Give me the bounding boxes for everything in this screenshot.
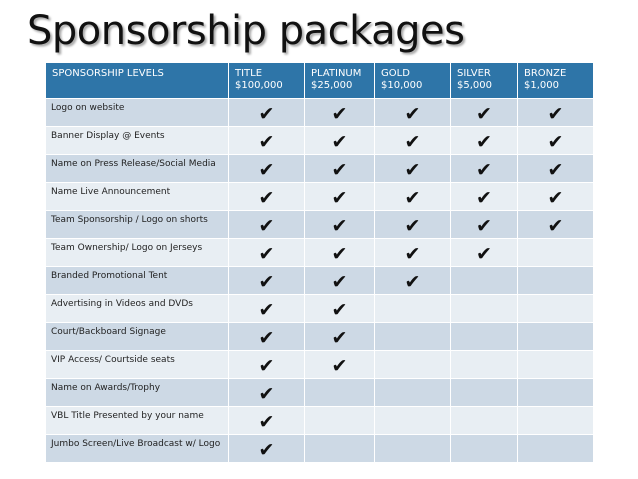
tier-cell-title (229, 127, 305, 155)
tier-cell-bronze (518, 183, 594, 211)
tier-cell-silver (451, 351, 518, 379)
tier-cell-platinum (305, 323, 375, 351)
table-row (46, 351, 594, 379)
checkmark-icon: ✔ (331, 214, 348, 237)
tier-cell-bronze (518, 211, 594, 239)
header-tier-silver: SILVER $5,000 (451, 63, 518, 99)
tier-cell-gold (375, 127, 451, 155)
tier-cell-silver (451, 99, 518, 127)
tier-cell-bronze (518, 127, 594, 155)
table-row (46, 379, 594, 407)
tier-cell-silver (451, 155, 518, 183)
table-row (46, 407, 594, 435)
feature-label: Banner Display @ Events (46, 127, 229, 155)
feature-label: VIP Access/ Courtside seats (46, 351, 229, 379)
tier-cell-bronze (518, 239, 594, 267)
tier-cell-platinum (305, 379, 375, 407)
tier-cell-title (229, 211, 305, 239)
tier-cell-bronze (518, 351, 594, 379)
checkmark-icon: ✔ (331, 298, 348, 321)
checkmark-icon: ✔ (258, 158, 275, 181)
checkmark-icon: ✔ (404, 186, 421, 209)
tier-cell-bronze (518, 155, 594, 183)
checkmark-icon: ✔ (258, 270, 275, 293)
tier-cell-gold (375, 351, 451, 379)
checkmark-icon: ✔ (404, 102, 421, 125)
tier-cell-silver (451, 435, 518, 463)
feature-label: Team Ownership/ Logo on Jerseys (46, 239, 229, 267)
header-tier-bronze: BRONZE $1,000 (518, 63, 594, 99)
tier-cell-platinum (305, 435, 375, 463)
checkmark-icon: ✔ (476, 186, 492, 209)
tier-cell-silver (451, 211, 518, 239)
checkmark-icon: ✔ (258, 186, 275, 209)
table-row (46, 183, 594, 211)
tier-cell-platinum (305, 295, 375, 323)
feature-label: Court/Backboard Signage (46, 323, 229, 351)
tier-cell-gold (375, 99, 451, 127)
sponsorship-table (45, 62, 594, 463)
tier-cell-title (229, 379, 305, 407)
feature-label: Logo on website (46, 99, 229, 127)
checkmark-icon: ✔ (547, 214, 564, 237)
checkmark-icon: ✔ (547, 130, 564, 153)
feature-label: Name Live Announcement (46, 183, 229, 211)
feature-label: Name on Awards/Trophy (46, 379, 229, 407)
checkmark-icon: ✔ (547, 158, 564, 181)
checkmark-icon: ✔ (258, 214, 275, 237)
checkmark-icon: ✔ (547, 102, 564, 125)
table-row (46, 239, 594, 267)
tier-cell-bronze (518, 99, 594, 127)
checkmark-icon: ✔ (476, 130, 492, 153)
checkmark-icon: ✔ (258, 102, 275, 125)
checkmark-icon: ✔ (404, 242, 421, 265)
checkmark-icon: ✔ (331, 354, 348, 377)
tier-cell-silver (451, 183, 518, 211)
tier-cell-title (229, 183, 305, 211)
table-row (46, 295, 594, 323)
tier-cell-platinum (305, 239, 375, 267)
tier-cell-gold (375, 211, 451, 239)
checkmark-icon: ✔ (331, 102, 348, 125)
tier-cell-title (229, 99, 305, 127)
checkmark-icon: ✔ (476, 242, 492, 265)
table-header-row (46, 63, 594, 99)
checkmark-icon: ✔ (258, 354, 275, 377)
tier-cell-gold (375, 267, 451, 295)
checkmark-icon: ✔ (258, 242, 275, 265)
checkmark-icon: ✔ (476, 102, 492, 125)
tier-cell-platinum (305, 127, 375, 155)
tier-cell-silver (451, 267, 518, 295)
table-row (46, 435, 594, 463)
tier-cell-title (229, 323, 305, 351)
feature-label: Name on Press Release/Social Media (46, 155, 229, 183)
header-sponsorship-levels: SPONSORSHIP LEVELS (46, 63, 229, 99)
tier-cell-silver (451, 323, 518, 351)
checkmark-icon: ✔ (258, 130, 275, 153)
checkmark-icon: ✔ (331, 186, 348, 209)
tier-cell-platinum (305, 183, 375, 211)
checkmark-icon: ✔ (331, 158, 348, 181)
tier-cell-silver (451, 239, 518, 267)
tier-cell-gold (375, 295, 451, 323)
tier-cell-platinum (305, 99, 375, 127)
tier-cell-gold (375, 183, 451, 211)
checkmark-icon: ✔ (476, 214, 492, 237)
table-row (46, 323, 594, 351)
tier-cell-silver (451, 407, 518, 435)
table-row (46, 155, 594, 183)
tier-cell-title (229, 435, 305, 463)
tier-cell-bronze (518, 407, 594, 435)
tier-cell-gold (375, 435, 451, 463)
feature-label: Jumbo Screen/Live Broadcast w/ Logo (46, 435, 229, 463)
checkmark-icon: ✔ (404, 270, 421, 293)
tier-cell-gold (375, 155, 451, 183)
slide-title: Sponsorship packages (27, 8, 465, 54)
header-tier-platinum: PLATINUM $25,000 (305, 63, 375, 99)
table-row (46, 99, 594, 127)
checkmark-icon: ✔ (258, 382, 275, 405)
tier-cell-gold (375, 407, 451, 435)
tier-cell-title (229, 407, 305, 435)
checkmark-icon: ✔ (547, 186, 564, 209)
table-row (46, 127, 594, 155)
tier-cell-title (229, 267, 305, 295)
header-tier-gold: GOLD $10,000 (375, 63, 451, 99)
checkmark-icon: ✔ (258, 410, 275, 433)
tier-cell-platinum (305, 407, 375, 435)
tier-cell-gold (375, 323, 451, 351)
checkmark-icon: ✔ (331, 326, 348, 349)
tier-cell-platinum (305, 351, 375, 379)
tier-cell-platinum (305, 211, 375, 239)
feature-label: Branded Promotional Tent (46, 267, 229, 295)
tier-cell-silver (451, 127, 518, 155)
checkmark-icon: ✔ (258, 438, 275, 461)
checkmark-icon: ✔ (258, 326, 275, 349)
feature-label: Team Sponsorship / Logo on shorts (46, 211, 229, 239)
tier-cell-title (229, 155, 305, 183)
tier-cell-bronze (518, 379, 594, 407)
feature-label: Advertising in Videos and DVDs (46, 295, 229, 323)
tier-cell-bronze (518, 295, 594, 323)
tier-cell-gold (375, 239, 451, 267)
checkmark-icon: ✔ (404, 214, 421, 237)
checkmark-icon: ✔ (331, 130, 348, 153)
feature-label: VBL Title Presented by your name (46, 407, 229, 435)
tier-cell-bronze (518, 435, 594, 463)
checkmark-icon: ✔ (331, 242, 348, 265)
checkmark-icon: ✔ (258, 298, 275, 321)
header-tier-title: TITLE $100,000 (229, 63, 305, 99)
tier-cell-title (229, 351, 305, 379)
tier-cell-platinum (305, 267, 375, 295)
tier-cell-bronze (518, 323, 594, 351)
tier-cell-bronze (518, 267, 594, 295)
checkmark-icon: ✔ (404, 130, 421, 153)
tier-cell-gold (375, 379, 451, 407)
tier-cell-platinum (305, 155, 375, 183)
table-row (46, 267, 594, 295)
checkmark-icon: ✔ (404, 158, 421, 181)
checkmark-icon: ✔ (331, 270, 348, 293)
tier-cell-silver (451, 295, 518, 323)
tier-cell-silver (451, 379, 518, 407)
tier-cell-title (229, 295, 305, 323)
checkmark-icon: ✔ (476, 158, 492, 181)
table-row (46, 211, 594, 239)
tier-cell-title (229, 239, 305, 267)
